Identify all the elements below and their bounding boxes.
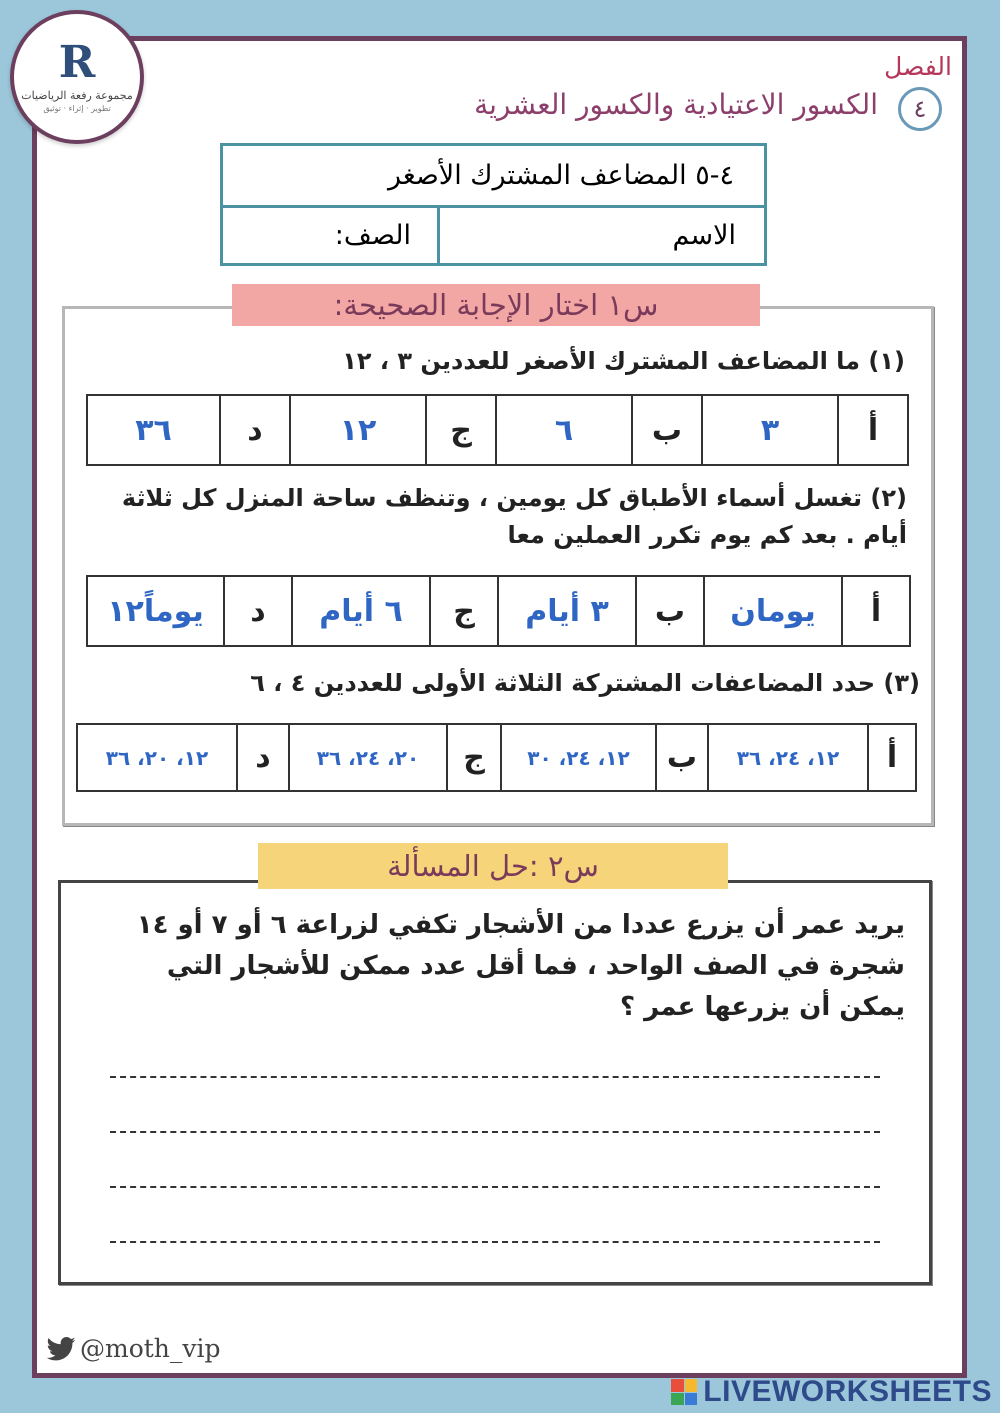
option-value[interactable]: ١٢، ٢٠، ٣٦ <box>77 724 237 791</box>
logo <box>10 10 144 144</box>
name-field[interactable]: الاسم <box>437 208 764 263</box>
option-value[interactable]: يوماً١٢ <box>87 576 224 646</box>
answer-line[interactable] <box>110 1241 880 1243</box>
logo-tagline: تطوير · إثراء · توثيق <box>43 104 111 113</box>
question-1: (١) ما المضاعف المشترك الأصغر للعددين ٣ ، ١٢ <box>342 347 905 375</box>
lesson-header-box <box>220 143 767 266</box>
option-value[interactable]: ٣ أيام <box>498 576 636 646</box>
option-letter: د <box>224 576 292 646</box>
option-letter: أ <box>868 724 916 791</box>
answer-line[interactable] <box>110 1186 880 1188</box>
question-2-options <box>86 575 911 647</box>
option-letter: ج <box>426 395 496 465</box>
question-3-options <box>76 723 917 792</box>
word-problem: يريد عمر أن يزرع عددا من الأشجار تكفي لزراعة ٦ أو ٧ أو ١٤ شجرة في الصف الواحد ، فما أقل عدد ممكن للأشجار التي يمكن أن يزرعها عمر ؟ <box>136 910 905 1023</box>
option-value[interactable]: ١٢، ٢٤، ٣٦ <box>708 724 868 791</box>
twitter-handle[interactable]: @moth_vip <box>80 1334 221 1363</box>
answer-line[interactable] <box>110 1076 880 1078</box>
liveworksheets-logo-icon <box>671 1379 697 1405</box>
question-1-options <box>86 394 909 466</box>
logo-name: مجموعة رفعة الرياضيات <box>21 89 133 102</box>
answer-line[interactable] <box>110 1131 880 1133</box>
twitter-credit <box>46 1334 221 1363</box>
option-letter: ب <box>632 395 702 465</box>
class-field[interactable]: الصف: <box>334 220 411 251</box>
section2-title: س٢ :حل المسألة <box>258 843 728 889</box>
option-letter: أ <box>838 395 908 465</box>
section1-title: س١ اختار الإجابة الصحيحة: <box>232 284 760 326</box>
option-letter: ب <box>636 576 704 646</box>
option-letter: ب <box>656 724 708 791</box>
chapter-title: الكسور الاعتيادية والكسور العشرية <box>474 88 878 121</box>
option-value[interactable]: ٣٦ <box>87 395 220 465</box>
option-letter: أ <box>842 576 910 646</box>
option-value[interactable]: ٢٠، ٢٤، ٣٦ <box>289 724 447 791</box>
chapter-number: ٤ <box>898 87 942 131</box>
lesson-title: ٤-٥ المضاعف المشترك الأصغر <box>223 146 764 208</box>
option-value[interactable]: ٦ <box>496 395 632 465</box>
option-value[interactable]: يومان <box>704 576 842 646</box>
option-value[interactable]: ٣ <box>702 395 838 465</box>
option-value[interactable]: ٦ أيام <box>292 576 430 646</box>
question-3: (٣) حدد المضاعفات المشتركة الثلاثة الأولى للعددين ٤ ، ٦ <box>250 669 920 697</box>
option-letter: د <box>237 724 289 791</box>
twitter-bird-icon <box>46 1337 76 1361</box>
liveworksheets-watermark <box>671 1375 992 1409</box>
logo-monogram: R <box>58 37 96 88</box>
question-2: (٢) تغسل أسماء الأطباق كل يومين ، وتنظف ساحة المنزل كل ثلاثة أيام . بعد كم يوم تكرر العملين معا <box>121 484 907 550</box>
option-value[interactable]: ١٢ <box>290 395 426 465</box>
liveworksheets-brand: LIVEWORKSHEETS <box>703 1375 992 1408</box>
chapter-label: الفصل <box>884 52 952 81</box>
option-value[interactable]: ١٢، ٢٤، ٣٠ <box>501 724 656 791</box>
option-letter: د <box>220 395 290 465</box>
option-letter: ج <box>430 576 498 646</box>
option-letter: ج <box>447 724 501 791</box>
